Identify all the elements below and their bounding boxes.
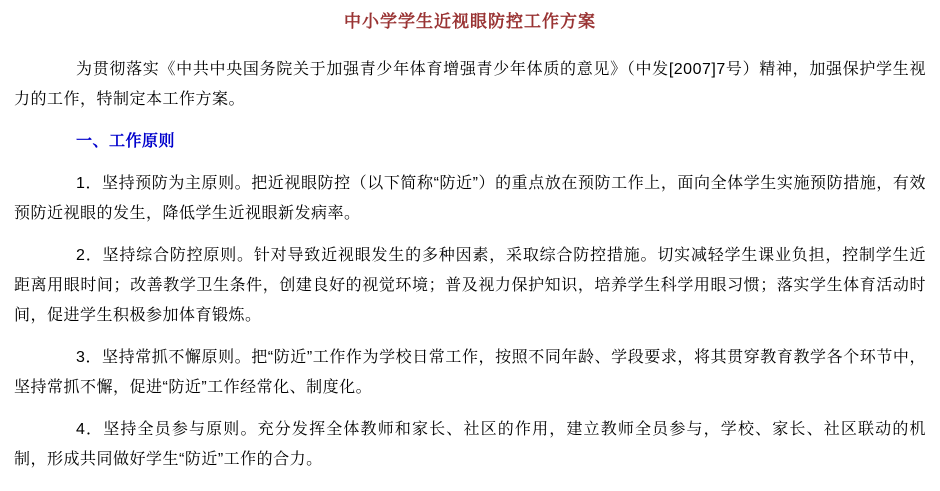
principle-paragraph-3: 3．坚持常抓不懈原则。把“防近”工作作为学校日常工作，按照不同年龄、学段要求，将其贯穿教育教学各个环节中，坚持常抓不懈，促进“防近”工作经常化、制度化。	[14, 349, 926, 396]
principle-paragraph-4: 4．坚持全员参与原则。充分发挥全体教师和家长、社区的作用，建立教师全员参与，学校、家长、社区联动的机制，形成共同做好学生“防近”工作的合力。	[14, 421, 926, 468]
principle-paragraph-2: 2．坚持综合防控原则。针对导致近视眼发生的多种因素，采取综合防控措施。切实减轻学生课业负担，控制学生近距离用眼时间；改善教学卫生条件，创建良好的视觉环境；普及视力保护知识，培养学生科学用眼习惯；落实学生体育活动时间，促进学生积极参加体育锻炼。	[14, 247, 926, 324]
page-title: 中小学学生近视眼防控工作方案	[344, 12, 596, 31]
principle-paragraph-1: 1．坚持预防为主原则。把近视眼防控（以下简称“防近”）的重点放在预防工作上，面向全体学生实施预防措施，有效预防近视眼的发生，降低学生近视眼新发病率。	[14, 175, 926, 222]
intro-paragraph: 为贯彻落实《中共中央国务院关于加强青少年体育增强青少年体质的意见》（中发[2007]7号）精神，加强保护学生视力的工作，特制定本工作方案。	[14, 61, 926, 108]
section-heading-work-principles: 一、工作原则	[76, 133, 176, 150]
